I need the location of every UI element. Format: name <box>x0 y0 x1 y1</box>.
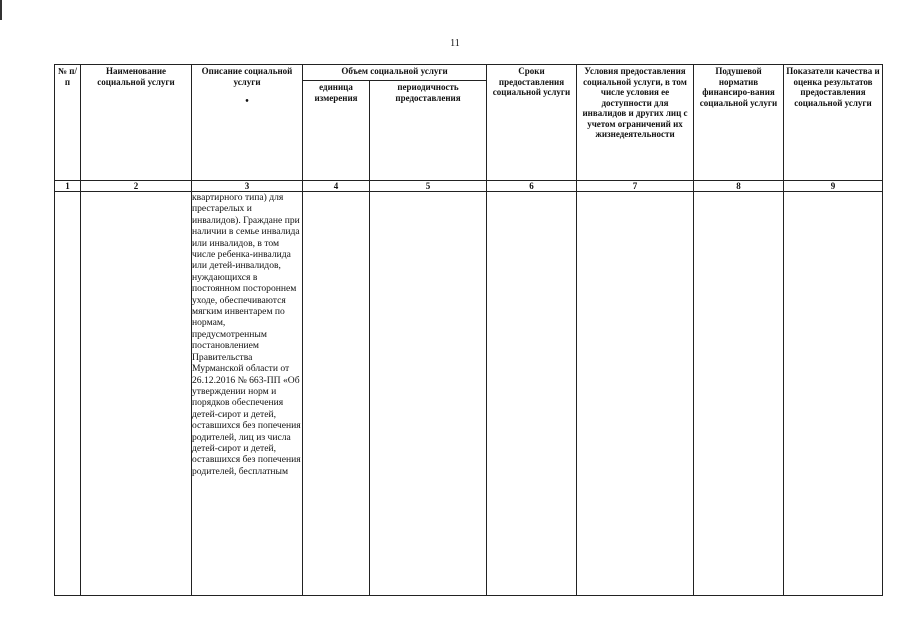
header-service-conditions: Условия предоставления социальной услуги, в том числе условия ее доступности для инвалидов и других лиц с учетом ограничений их жизнедеятельности <box>577 65 694 181</box>
header-service-description <box>192 65 303 181</box>
cell-unit-of-measure <box>303 192 370 596</box>
column-number: 6 <box>487 181 577 192</box>
cell-number <box>55 192 81 596</box>
column-number-row <box>55 181 883 192</box>
column-number: 2 <box>81 181 192 192</box>
column-number: 9 <box>784 181 883 192</box>
column-number: 3 <box>192 181 303 192</box>
cell-quality-indicators <box>784 192 883 596</box>
scan-dot-mark: • <box>245 96 249 107</box>
header-service-name: Наименование социальной услуги <box>81 65 192 181</box>
header-service-terms: Сроки предоставления социальной услуги <box>487 65 577 181</box>
cell-service-terms <box>487 192 577 596</box>
header-service-volume: Объем социальной услуги <box>303 65 487 81</box>
header-unit-of-measure: единица измерения <box>303 81 370 181</box>
header-quality-indicators: Показатели качества и оценка результатов предоставления социальной услуги <box>784 65 883 181</box>
cell-service-name <box>81 192 192 596</box>
header-periodicity: периодичность предоставления <box>370 81 487 181</box>
cell-service-description: квартирного типа) для престарелых и инвалидов). Граждане при наличии в семье инвалида или инвалидов, в том числе ребенка-инвалида или детей-инвалидов, нуждающихся в постоянном постороннем уходе, обеспечиваются мягким инвентарем по нормам, предусмотренным постановлением Правительства Мурманской области от 26.12.2016 № 663-ПП «Об утверждении норм и порядков обеспечения детей-сирот и детей, оставшихся без попечения родителей, лиц из числа детей-сирот и детей, оставшихся без попечения родителей, бесплатным <box>192 192 303 596</box>
header-per-capita-standard: Подушевой норматив финансиро-вания социальной услуги <box>694 65 784 181</box>
column-number: 8 <box>694 181 784 192</box>
cell-periodicity <box>370 192 487 596</box>
column-number: 5 <box>370 181 487 192</box>
social-services-table <box>54 64 883 596</box>
header-number: № п/п <box>55 65 81 181</box>
page-number: 11 <box>450 38 460 49</box>
cell-service-conditions <box>577 192 694 596</box>
column-number: 7 <box>577 181 694 192</box>
cell-per-capita-standard <box>694 192 784 596</box>
table-row <box>55 192 883 596</box>
column-number: 1 <box>55 181 81 192</box>
header-service-description-label: Описание социальной услуги <box>201 66 293 87</box>
column-number: 4 <box>303 181 370 192</box>
scan-edge-mark <box>0 0 2 20</box>
